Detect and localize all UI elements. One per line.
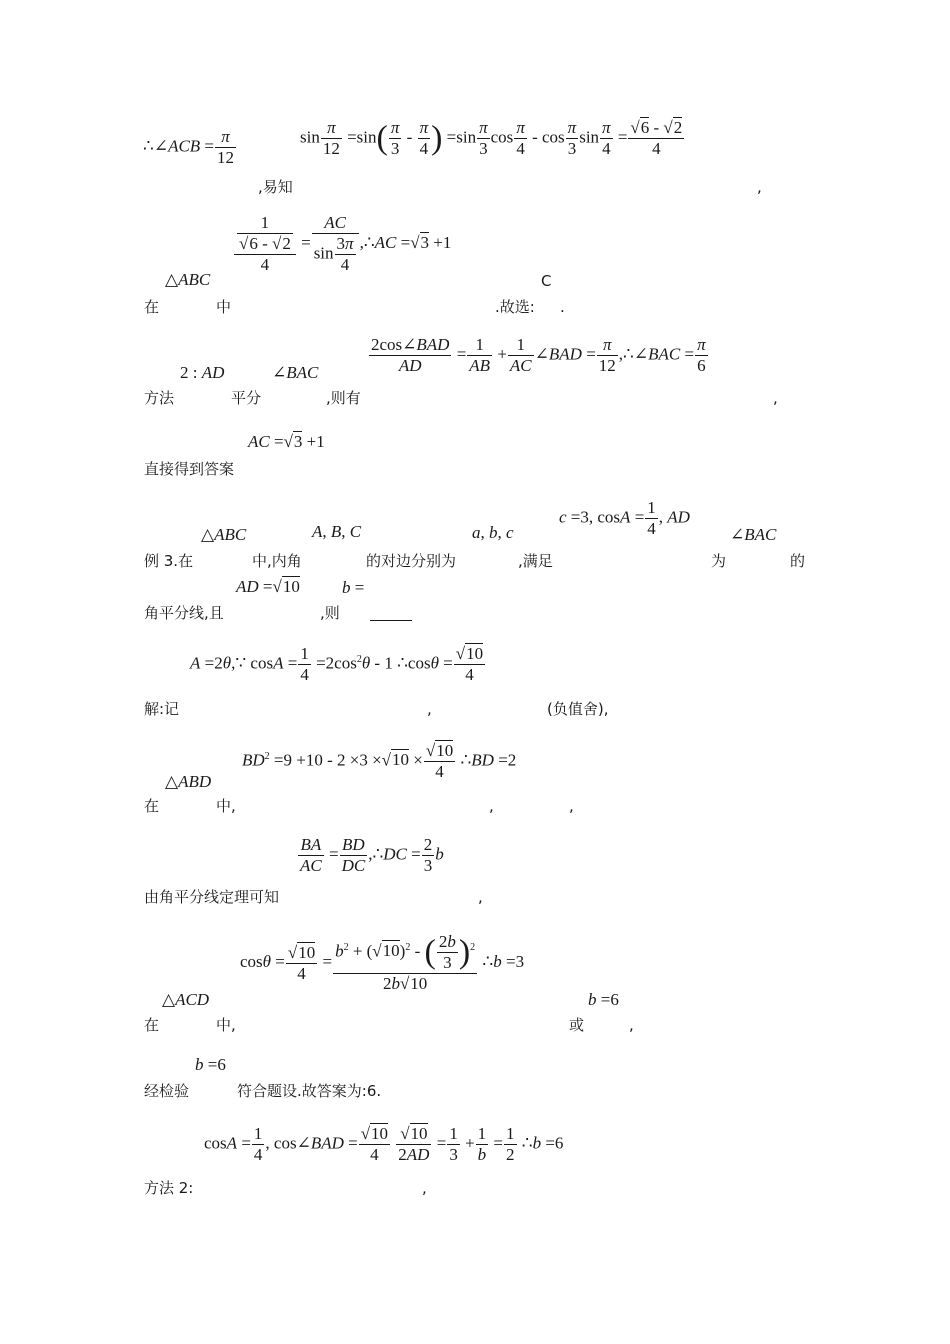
formula-ad-value: AD =√10 [236,577,300,596]
text-wei: 为 [711,552,727,570]
formula-cos-theta-acd: cosθ = $\frac{√10}{4}$ = $b^2 + (√10)^2$ - ( $\frac{2b}{3}$ )$^2$ 2b√10 ∴b =3 [240,932,525,993]
text-de: 的 [790,552,806,570]
text-duibian: 的对边分别为 [366,552,457,570]
text-you: 由角平分线定理可知 [144,888,280,906]
text-huo: 或 [569,1016,585,1034]
text-ze: ,则 [320,604,340,622]
text-comma: , [422,1179,427,1197]
formula-condition: c =3, cosA = $\frac{1}{4}$ , AD [559,498,690,538]
formula-cos-bad: $\frac{\text{2cos∠BAD}}{AD}$ = $\frac{1}{AB}$ + $\frac{1}{AC}$ ∠BAD = $\frac{\pi}{12}$ ,∴∠BAC = $\frac{\pi}{6}$ [371,335,706,375]
text-jiaopingfenxian: 角平分线,且 [144,604,224,622]
text-comma: , [427,700,432,718]
formula-sin-pi-12: sin $\frac{\pi}{12}$ =sin( $\frac{\pi}{3}$ - $\frac{\pi}{4}$ ) =sin $\frac{\pi}{3}$ cos $\frac{\pi}{4}$ - cos $\frac{\pi}{3}$ sin $\frac{\pi}{4}$ = $\frac{√6 - √2}{4}$ [300,118,683,158]
text-zhong-neijiao: 中,内角 [252,552,302,570]
formula-angle-bac-2: ∠BAC [730,525,777,544]
text-fuhe: 符合题设.故答案为:6. [237,1082,382,1100]
text-comma: , [629,1016,634,1034]
text-jingjianyan: 经检验 [144,1082,190,1100]
formula-sine-law: $\frac{\frac{1}{√6 - √2}}{4}$ = AC sin $\frac{3\pi}{4}$ ,∴AC =√3 +1 [233,213,451,275]
formula-b-equals: b = [342,578,365,597]
text-guxuan: .故选: [495,298,535,316]
formula-sides-abc: a, b, c [472,523,514,542]
text-fangfa: 方法 [144,389,175,407]
text-yizhi: ,易知 [258,178,293,196]
formula-angle-bac-1: ∠BAC [272,363,319,382]
text-zai: 在 [144,797,160,815]
formula-angles-abc: A, B, C [312,522,362,541]
text-zhijie: 直接得到答案 [144,460,235,478]
text-zai: 在 [144,298,160,316]
formula-theta: A =2θ,∵ cosA = $\frac{1}{4}$ $=2\cos^2\theta - 1$ ∴cosθ = $\frac{√10}{4}$ [190,644,484,684]
text-comma: , [478,888,483,906]
formula-2-ad: 2 : AD [180,363,225,382]
answer-letter: C [541,272,552,290]
text-zhong: 中, [216,797,236,815]
formula-triangle-abd: △ABD [165,772,212,791]
text-zhong: 中 [216,298,232,316]
formula-bd-squared: $BD^2 =9 +10 - 2 \times 3 \times√10$ × $\frac{√10}{4}$ ∴BD =2 [242,741,517,781]
text-comma: , [569,797,574,815]
text-fuzhishe: (负值舍), [547,700,609,718]
text-fangfa2: 方法 2: [144,1179,194,1197]
text-jieji: 解:记 [144,700,180,718]
formula-method2: cosA = $\frac{1}{4}$ , cos∠BAD = $\frac{√10}{4}$ $\frac{√10}{2AD}$ = $\frac{1}{3}$ + $\frac{1}{b}$ = $\frac{1}{2}$ ∴b =6 [204,1124,564,1164]
text-zhong: 中, [216,1016,236,1034]
text-comma: , [773,389,778,407]
formula-acb: ∴∠ACB = $\frac{\pi}{12}$ [143,127,235,167]
answer-blank[interactable] [370,620,412,621]
text-dot: . [560,298,565,316]
formula-b-6-b: b =6 [195,1055,226,1074]
formula-triangle-abc-2: △ABC [201,525,247,544]
text-zeyou: ,则有 [326,389,361,407]
text-manzu: ,满足 [518,552,553,570]
formula-b-6-a: b =6 [588,990,619,1009]
formula-bisector-theorem: $\frac{BA}{AC}$ = $\frac{BD}{DC}$ ,∴DC = $\frac{2}{3}$ b [300,835,444,875]
text-zai: 在 [144,1016,160,1034]
formula-triangle-acd: △ACD [162,990,210,1009]
formula-triangle-abc-1: △ABC [165,270,211,289]
text-li3: 例 3.在 [144,552,194,570]
text-comma: , [757,178,762,196]
formula-ac-value: AC =√3 +1 [248,432,325,451]
text-comma: , [489,797,494,815]
text-pingfen: 平分 [231,389,262,407]
